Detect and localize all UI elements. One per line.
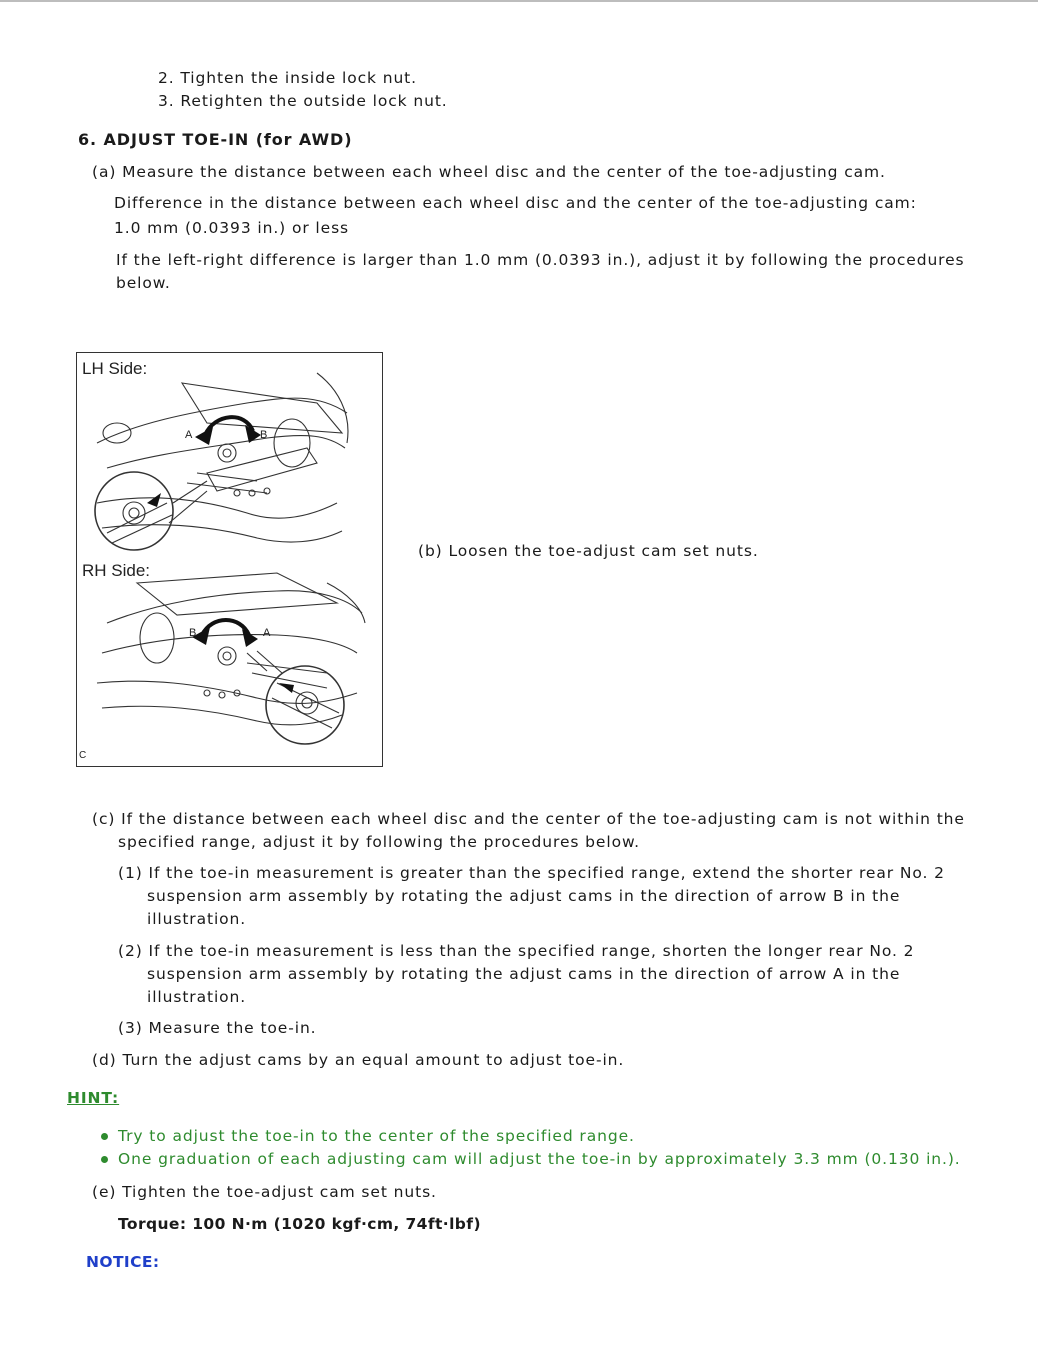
hint-label: HINT: [67,1089,120,1107]
suspension-drawing [77,353,382,766]
lh-side-label: LH Side: [82,359,148,378]
hint-bullet-2 [101,1156,108,1163]
rh-arrow-b-label: B [189,627,197,639]
condition-line-2: below. [116,274,171,292]
hint-item-1: Try to adjust the toe-in to the center of the specified range. [118,1127,635,1145]
condition-line-1: If the left-right difference is larger than 1.0 mm (0.0393 in.), adjust it by following the procedures [116,251,965,269]
step-c-line-1: (c) If the distance between each wheel disc and the center of the toe-adjusting cam is not within the [92,810,965,828]
substep-2-line-2: suspension arm assembly by rotating the adjust cams in the direction of arrow A in the [147,965,901,983]
lh-arrow-a-label: A [185,429,193,441]
substep-1-line-1: (1) If the toe-in measurement is greater than the specified range, extend the shorter rear No. 2 [118,864,945,882]
substep-2-line-1: (2) If the toe-in measurement is less than the specified range, shorten the longer rear No. 2 [118,942,915,960]
step-2-text: 2. Tighten the inside lock nut. [158,69,417,87]
substep-3-text: (3) Measure the toe-in. [118,1019,317,1037]
figure-code: C [79,750,87,761]
spec-line-2: 1.0 mm (0.0393 in.) or less [114,219,350,237]
top-rule [0,0,1038,2]
step-d-text: (d) Turn the adjust cams by an equal amount to adjust toe-in. [92,1051,625,1069]
rh-arrow-a-label: A [263,627,271,639]
step-b-text: (b) Loosen the toe-adjust cam set nuts. [418,542,759,560]
notice-label: NOTICE: [86,1253,160,1271]
torque-spec: Torque: 100 N·m (1020 kgf·cm, 74ft·lbf) [118,1215,481,1233]
section-heading: 6. ADJUST TOE-IN (for AWD) [78,130,353,149]
substep-1-line-2: suspension arm assembly by rotating the adjust cams in the direction of arrow B in the [147,887,901,905]
hint-item-2: One graduation of each adjusting cam will adjust the toe-in by approximately 3.3 mm (0.130 in.). [118,1150,961,1168]
step-a-text: (a) Measure the distance between each wheel disc and the center of the toe-adjusting cam. [92,163,886,181]
spec-line-1: Difference in the distance between each wheel disc and the center of the toe-adjusting cam: [114,194,917,212]
substep-2-line-3: illustration. [147,988,247,1006]
substep-1-line-3: illustration. [147,910,247,928]
rh-side-label: RH Side: [82,561,151,580]
lh-arrow-b-label: B [260,429,268,441]
toe-adjust-cam-illustration [76,352,383,767]
step-e-text: (e) Tighten the toe-adjust cam set nuts. [92,1183,437,1201]
step-c-line-2: specified range, adjust it by following the procedures below. [118,833,640,851]
step-3-text: 3. Retighten the outside lock nut. [158,92,448,110]
hint-bullet-1 [101,1133,108,1140]
